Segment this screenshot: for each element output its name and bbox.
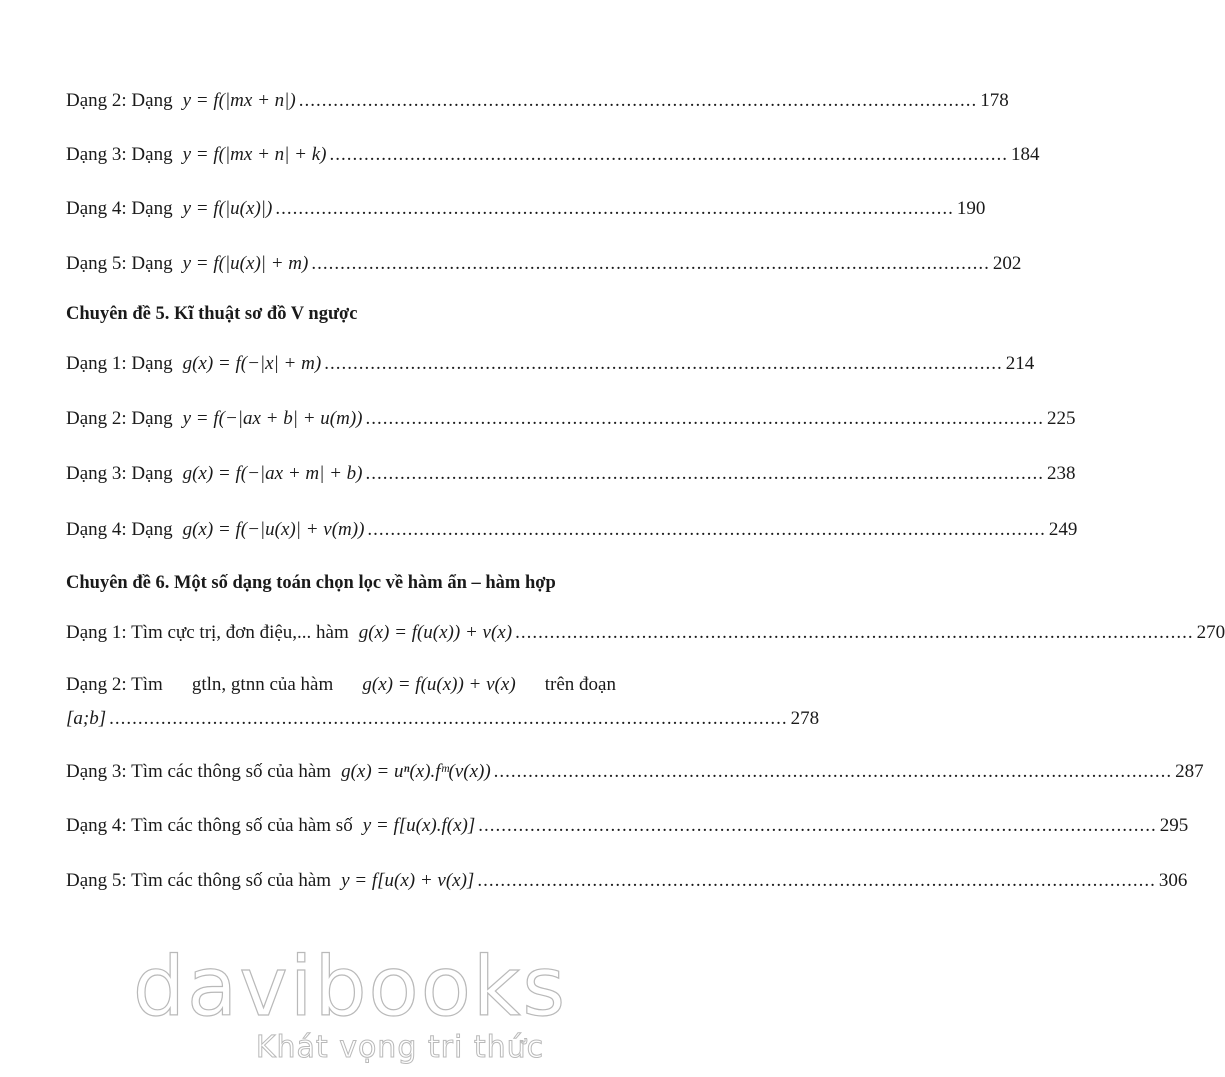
dot-leader: ......................................................................................................................: [324, 353, 1003, 374]
dot-leader: ......................................................................................................................: [109, 708, 788, 729]
page-number: 287: [1175, 761, 1204, 782]
entry-label: Dạng 4: Dạng: [66, 519, 173, 540]
entry-label: Dạng 4: Dạng: [66, 198, 173, 219]
entry-label: Dạng 4: Tìm các thông số của hàm số: [66, 815, 353, 836]
entry-label: gtln, gtnn của hàm: [191, 674, 334, 695]
page-number: 278: [790, 708, 820, 729]
entry-label: Dạng 3: Dạng: [66, 144, 173, 165]
page-number: 238: [1047, 463, 1076, 484]
page-number: 270: [1196, 622, 1225, 643]
entry-label: Dạng 1: Dạng: [66, 353, 173, 374]
entry-label: trên đoạn: [544, 674, 616, 695]
entry-formula: g(x) = f(−|ax + m| + b): [182, 463, 363, 484]
entry-formula: [a;b]: [66, 708, 107, 729]
page-number: 295: [1159, 815, 1189, 836]
dot-leader: ......................................................................................................................: [477, 870, 1156, 891]
entry-label: Dạng 3: Dạng: [66, 463, 173, 484]
dot-leader: ......................................................................................................................: [365, 408, 1044, 429]
toc-entry: [66, 197, 986, 221]
toc-entry: [66, 89, 1009, 113]
page-number: 184: [1010, 144, 1040, 165]
entry-formula: y = f(|mx + n|): [182, 90, 296, 111]
entry-formula: y = f(|u(x)| + m): [182, 253, 309, 274]
entry-formula: g(x) = uⁿ(x).fᵐ(v(x)): [341, 761, 491, 782]
dot-leader: ......................................................................................................................: [311, 253, 990, 274]
dot-leader: ......................................................................................................................: [275, 198, 954, 219]
page-number: 306: [1158, 870, 1188, 891]
watermark-brand: davibooks: [132, 940, 568, 1035]
toc-entry: [66, 252, 1022, 276]
toc-entry: [66, 407, 1076, 431]
entry-label: Dạng 2: Dạng: [66, 90, 173, 111]
page-number: 190: [956, 198, 986, 219]
entry-formula: g(x) = f(u(x)) + v(x): [362, 674, 516, 695]
entry-formula: y = f[u(x) + v(x)]: [341, 870, 475, 891]
entry-formula: y = f(|mx + n| + k): [182, 144, 327, 165]
entry-label: Dạng 3: Tìm các thông số của hàm: [66, 761, 332, 782]
entry-label: Dạng 5: Tìm các thông số của hàm: [66, 870, 332, 891]
toc-entry: [66, 621, 1225, 645]
dot-leader: ......................................................................................................................: [367, 519, 1046, 540]
entry-label: Dạng 1: Tìm cực trị, đơn điệu,... hàm: [66, 622, 349, 643]
page-number: 225: [1047, 408, 1076, 429]
toc-entry-line1: [66, 673, 616, 697]
toc-entry: [66, 518, 1078, 542]
entry-label: Dạng 2: Dạng: [66, 408, 173, 429]
dot-leader: ......................................................................................................................: [478, 815, 1157, 836]
dot-leader: ......................................................................................................................: [493, 761, 1173, 782]
toc-entry: [66, 143, 1040, 167]
dot-leader: ......................................................................................................................: [329, 144, 1008, 165]
dot-leader: ......................................................................................................................: [365, 463, 1044, 484]
dot-leader: ......................................................................................................................: [298, 90, 978, 111]
section-heading: Chuyên đề 6. Một số dạng toán chọn lọc về hàm ẩn – hàm hợp: [66, 573, 556, 593]
dot-leader: ......................................................................................................................: [515, 622, 1194, 643]
page-number: 214: [1005, 353, 1035, 374]
page-number: 178: [980, 90, 1009, 111]
toc-entry: [66, 760, 1204, 784]
entry-formula: g(x) = f(u(x)) + v(x): [358, 622, 513, 643]
toc-entry: [66, 462, 1076, 486]
entry-formula: y = f(|u(x)|): [182, 198, 273, 219]
entry-formula: g(x) = f(−|u(x)| + v(m)): [182, 519, 365, 540]
entry-formula: g(x) = f(−|x| + m): [182, 353, 322, 374]
toc-entry: [66, 352, 1035, 376]
page-number: 202: [992, 253, 1022, 274]
entry-formula: y = f[u(x).f(x)]: [362, 815, 476, 836]
toc-entry: [66, 814, 1189, 838]
entry-label: Dạng 5: Dạng: [66, 253, 173, 274]
section-heading: Chuyên đề 5. Kĩ thuật sơ đồ V ngược: [66, 304, 358, 324]
entry-formula: y = f(−|ax + b| + u(m)): [182, 408, 363, 429]
toc-entry: [66, 869, 1188, 893]
page-number: 249: [1048, 519, 1078, 540]
entry-label: Dạng 2: Tìm: [66, 674, 163, 695]
toc-entry-line2: [66, 707, 820, 731]
watermark-slogan: Khát vọng tri thức: [255, 1030, 545, 1065]
